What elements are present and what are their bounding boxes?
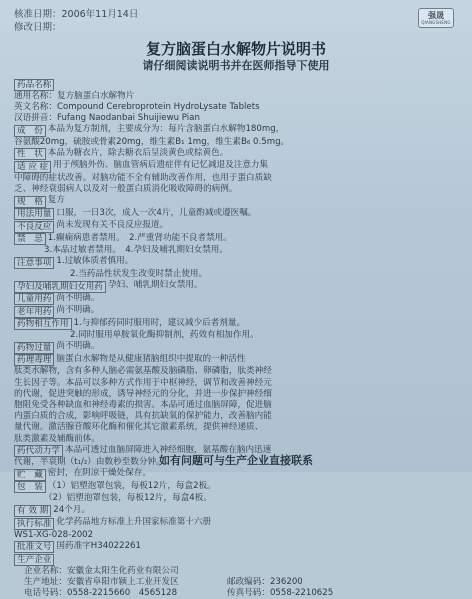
value-adverse: 尚未发现有关不良反应报道。 — [56, 220, 169, 231]
manufacturer-address-row — [14, 577, 458, 588]
value-pinyin: Fufang Naodanbai Shuijiewu Pian — [56, 112, 200, 123]
row-pinyin — [14, 113, 458, 124]
value-pregnancy: 孕妇、哺乳期妇女禁用。 — [107, 280, 203, 291]
value-composition: 本品为复方制剂，主要成分为：每片含脑蛋白水解物180mg， — [47, 124, 285, 135]
section-manufacturer — [14, 553, 458, 566]
value-validity: 24个月。 — [53, 504, 90, 515]
contraindications-line2: 3.本品过敏者禁用。 4.孕妇及哺乳期妇女禁用。 — [44, 245, 228, 256]
manufacturer-phone-row — [14, 588, 458, 599]
value-phone: 0558-2215660 4565128 — [66, 588, 178, 599]
value-zip: 236200 — [269, 577, 303, 588]
label-pinyin: 汉语拼音： — [14, 112, 57, 123]
value-elderly: 尚不明确。 — [56, 305, 100, 316]
interactions-line2: 2.同时服用单胺氧化酶抑制剂，药效有相加作用。 — [70, 330, 259, 341]
label-address: 生产地址： — [24, 577, 67, 588]
package-line2: （2）铝塑泡罩包装，每板12片，每盒4板。 — [44, 493, 212, 504]
pharmacology-line4: 的代谢，促进突触的形成，诱导神经元的分化，并进一步保护神经细 — [14, 388, 272, 399]
value-standard: 化学药品地方标准上升国家标准第十六册 — [56, 517, 212, 528]
pharmacology-line5: 胞阻免受各种缺血和神经毒素的损害。本品可通过血脑屏障，促进脑 — [14, 399, 272, 410]
pharmacology-line7: 量代谢。激活腺苷酸环化酶和催化其它激素系统，提供神经递质、 — [14, 422, 264, 433]
section-interactions — [14, 318, 458, 331]
pharmacology-line2: 肽类水解物，含有多种人脑必需氨基酸及脑磷脂、卵磷脂，肽类神经 — [14, 366, 272, 377]
pharmacokinetics-line2: 代谢，半衰期（t₁/₂）由数秒至数分钟。 — [14, 457, 165, 468]
label-composition: 成 份 — [14, 125, 46, 137]
value-english: Compound Cerebroprotein HydroLysate Tablets — [56, 101, 260, 112]
value-interaction-1: 1.与抑郁药同时服用时，建议减少后者剂量。 — [73, 317, 246, 328]
label-drug-name: 药品名称 — [14, 79, 54, 91]
value-usage: 口服，一日3次，成人一次4片，儿童酌减或遵医嘱。 — [56, 207, 257, 218]
value-approval: 国药准字H34022261 — [56, 540, 141, 551]
composition-line2: 谷氨酸20mg，硫胺或骨素20mg，维生素B₁ 1mg，维生素B₆ 0.5mg。 — [14, 136, 290, 147]
value-caution-1: 1.过敏体质者慎用。 — [56, 256, 134, 267]
indications-line2: 中障碍的症状改善。对脑功能不全有辅助改善作用，也用于蛋白质缺 — [14, 172, 272, 183]
section-children — [14, 293, 458, 306]
label-character: 性 状 — [14, 148, 46, 160]
section-approval — [14, 541, 458, 554]
logo-cn: 强晟 — [428, 11, 444, 20]
value-contra-1: 1.癫痫病患者禁用。 2.严重肾功能不良者禁用。 — [47, 232, 232, 243]
section-character — [14, 148, 458, 161]
section-indications — [14, 160, 458, 173]
value-fax: 0558-2210625 — [269, 588, 334, 599]
document-subtitle: 请仔细阅读说明书并在医师指导下使用 — [142, 59, 330, 72]
section-elderly — [14, 305, 458, 318]
contact-notice: 如有问题可与生产企业直接联系 — [159, 454, 313, 467]
label-children: 儿童用药 — [14, 293, 54, 305]
label-pharmacokinetics: 药代动力学 — [14, 445, 63, 457]
label-interactions: 药物相互作用 — [14, 318, 72, 330]
pharmacology-line3: 生长因子等。本品可以多种方式作用于中枢神经，调节和改善神经元 — [14, 377, 272, 388]
cautions-line2: 2.当药品性状发生改变时禁止使用。 — [70, 268, 208, 279]
value-pharmacokinetics: 本品可透过血脑屏障进入神经细胞，氨基酸在脑内迅速 — [64, 444, 272, 455]
brand-logo — [418, 8, 454, 28]
section-composition — [14, 124, 458, 137]
label-indications: 适 应 症 — [14, 161, 51, 173]
value-children: 尚不明确。 — [56, 292, 100, 303]
indications-line3: 乏、神经衰弱病人以及对一般蛋白质消化吸收障碍的病例。 — [14, 184, 238, 195]
label-overdose: 药物过量 — [14, 342, 54, 354]
label-standard: 执行标准 — [14, 518, 54, 530]
value-overdose: 尚不明确。 — [56, 341, 100, 352]
label-pregnancy: 孕妇及哺乳期妇女用药 — [14, 281, 106, 293]
section-package — [14, 481, 458, 494]
section-contraindications — [14, 233, 458, 246]
label-zip: 邮政编码： — [226, 577, 270, 588]
section-validity — [14, 505, 458, 518]
label-storage: 贮 藏 — [14, 469, 46, 481]
section-pharmacology — [14, 354, 458, 367]
value-storage: 密封，在阴凉干燥处保存。 — [47, 468, 151, 479]
section-standard — [14, 517, 458, 530]
label-manufacturer: 生产企业 — [14, 554, 54, 566]
value-package-1: （1）铝塑泡罩包装，每板12片，每盒2板。 — [47, 480, 216, 491]
label-phone: 电话号码： — [24, 588, 67, 599]
value-generic: 复方脑蛋白水解物片 — [56, 90, 135, 101]
section-cautions — [14, 256, 458, 269]
label-package: 包 装 — [14, 481, 46, 493]
label-company: 企业名称： — [24, 565, 67, 576]
section-drug-name — [14, 78, 458, 91]
label-spec: 规 格 — [14, 196, 46, 208]
label-english: 英文名称： — [14, 101, 57, 112]
label-usage: 用法用量 — [14, 208, 54, 220]
document-title: 复方脑蛋白水解物片说明书 — [145, 40, 326, 58]
label-pharmacology: 药理毒理 — [14, 354, 54, 366]
approval-date: 核准日期：2006年11月14日 — [14, 9, 139, 20]
value-company: 安徽金太阳生化药业有限公司 — [66, 565, 179, 576]
value-pharmacology: 脑蛋白水解物是从健康猪脑组织中提取的一种活性 — [56, 353, 246, 364]
label-validity: 有 效 期 — [14, 505, 51, 517]
label-generic: 通用名称： — [14, 90, 57, 101]
label-adverse: 不良反应 — [14, 221, 54, 233]
logo-en: QIANGSHENG — [421, 20, 451, 25]
section-storage — [14, 468, 458, 481]
manufacturer-name-row — [14, 566, 458, 577]
value-indications: 用于颅脑外伤、脑血管病后遗症伴有记忆减退及注意力集 — [53, 160, 269, 171]
section-pregnancy — [14, 280, 458, 293]
value-character: 本品为糖衣片，除去糖衣后呈淡黄色或棕黄色。 — [47, 147, 229, 158]
value-spec: 复方 — [47, 195, 65, 206]
section-spec — [14, 195, 458, 208]
pharmacology-line8: 肽类激素及辅酶前体。 — [14, 433, 100, 444]
pharmacology-line6: 内蛋白质的合成，影响呼吸链，具有抗缺氧的保护能力，改善脑内能 — [14, 411, 272, 422]
section-overdose — [14, 341, 458, 354]
label-approval: 批准文号 — [14, 541, 54, 553]
label-fax: 传真号码： — [226, 588, 270, 599]
label-contraindications: 禁 忌 — [14, 233, 46, 245]
revision-date: 修改日期： — [14, 22, 62, 33]
section-adverse — [14, 220, 458, 233]
label-elderly: 老年用药 — [14, 306, 54, 318]
label-cautions: 注意事项 — [14, 257, 54, 269]
row-generic-name — [14, 91, 458, 102]
standard-code: WS1-XG-028-2002 — [14, 529, 94, 540]
value-address: 安徽省阜阳市颍上工业开发区 — [66, 577, 179, 588]
row-english-name — [14, 102, 458, 113]
section-usage — [14, 208, 458, 221]
